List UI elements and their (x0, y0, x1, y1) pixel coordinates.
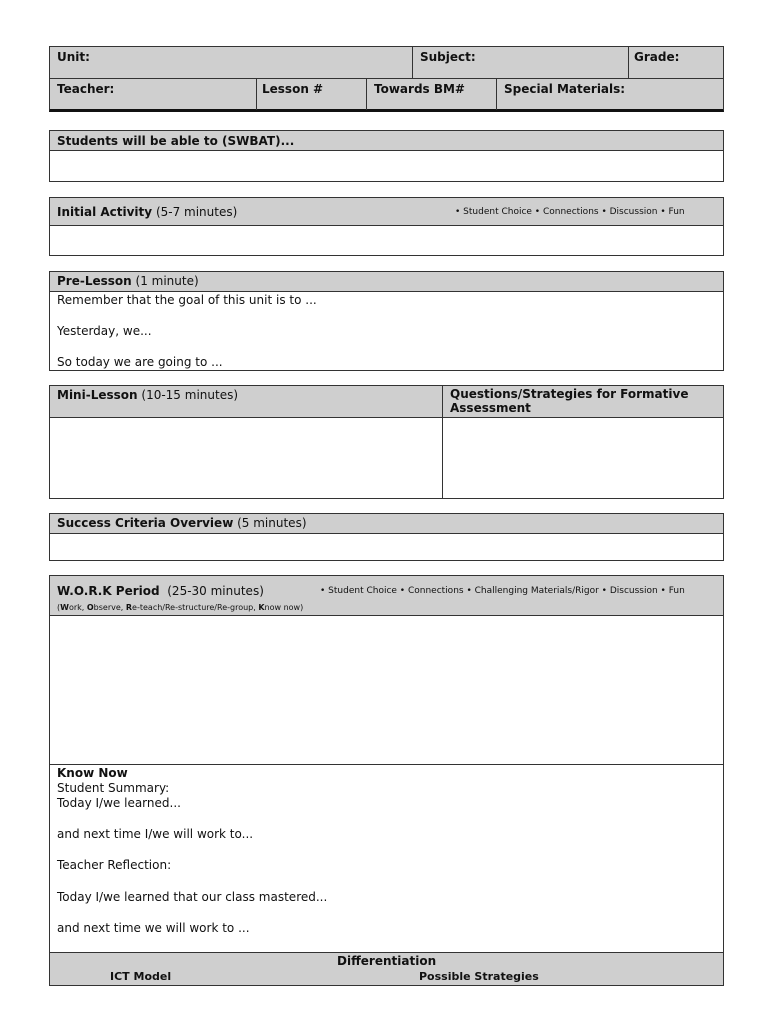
subject-label: Subject: (420, 50, 476, 64)
success-criteria-field[interactable] (49, 533, 724, 561)
work-period-title: W.O.R.K Period (25-30 minutes) (57, 584, 264, 598)
know-now-line: Today I/we learned that our class mastered... (57, 890, 328, 904)
header-table (49, 46, 724, 112)
swbat-field[interactable] (49, 150, 724, 182)
differentiation-title: Differentiation (337, 954, 437, 968)
formative-assessment-field[interactable] (442, 417, 724, 499)
know-now-line: Student Summary: (57, 781, 170, 795)
special-materials-label: Special Materials: (504, 82, 626, 96)
work-period-tags: • Student Choice • Connections • Challenging Materials/Rigor • Discussion • Fun (320, 586, 685, 596)
pre-lesson-field[interactable] (49, 291, 724, 371)
unit-label: Unit: (57, 50, 90, 64)
initial-activity-tags: • Student Choice • Connections • Discussion • Fun (455, 207, 685, 217)
initial-activity-header (49, 197, 724, 226)
divider (50, 78, 723, 79)
pre-lesson-line: So today we are going to ... (57, 355, 223, 369)
know-now-field[interactable] (49, 764, 724, 953)
grade-label: Grade: (634, 50, 680, 64)
divider (442, 386, 443, 417)
teacher-label: Teacher: (57, 82, 115, 96)
divider (628, 47, 629, 78)
lesson-label: Lesson # (262, 82, 324, 96)
know-now-line: and next time we will work to ... (57, 921, 250, 935)
swbat-title: Students will be able to (SWBAT)... (57, 134, 295, 148)
pre-lesson-title: Pre-Lesson (1 minute) (57, 274, 199, 288)
know-now-title: Know Now (57, 766, 128, 780)
work-period-legend: (Work, Observe, Re-teach/Re-structure/Re-group, Know now) (57, 603, 304, 612)
pre-lesson-header (49, 271, 724, 292)
pre-lesson-line: Yesterday, we... (57, 324, 152, 338)
success-criteria-header (49, 513, 724, 534)
work-period-header (49, 575, 724, 616)
know-now-line: Teacher Reflection: (57, 858, 172, 872)
divider (412, 47, 413, 78)
ict-model-label: ICT Model (110, 970, 172, 983)
mini-lesson-header (49, 385, 724, 418)
work-period-field[interactable] (49, 615, 724, 765)
know-now-line: Today I/we learned... (57, 796, 181, 810)
divider (496, 78, 497, 110)
pre-lesson-line: Remember that the goal of this unit is to ... (57, 293, 317, 307)
possible-strategies-label: Possible Strategies (419, 970, 539, 983)
success-criteria-title: Success Criteria Overview (5 minutes) (57, 516, 307, 530)
initial-activity-title: Initial Activity (5-7 minutes) (57, 205, 238, 219)
mini-lesson-title: Mini-Lesson (10-15 minutes) (57, 388, 239, 402)
mini-lesson-field[interactable] (49, 417, 443, 499)
formative-assessment-title: Questions/Strategies for Formative Assessment (450, 387, 689, 415)
initial-activity-field[interactable] (49, 225, 724, 256)
divider (256, 78, 257, 110)
towards-bm-label: Towards BM# (374, 82, 465, 96)
swbat-header (49, 130, 724, 151)
divider (366, 78, 367, 110)
differentiation-header (49, 952, 724, 986)
know-now-line: and next time I/we will work to... (57, 827, 254, 841)
